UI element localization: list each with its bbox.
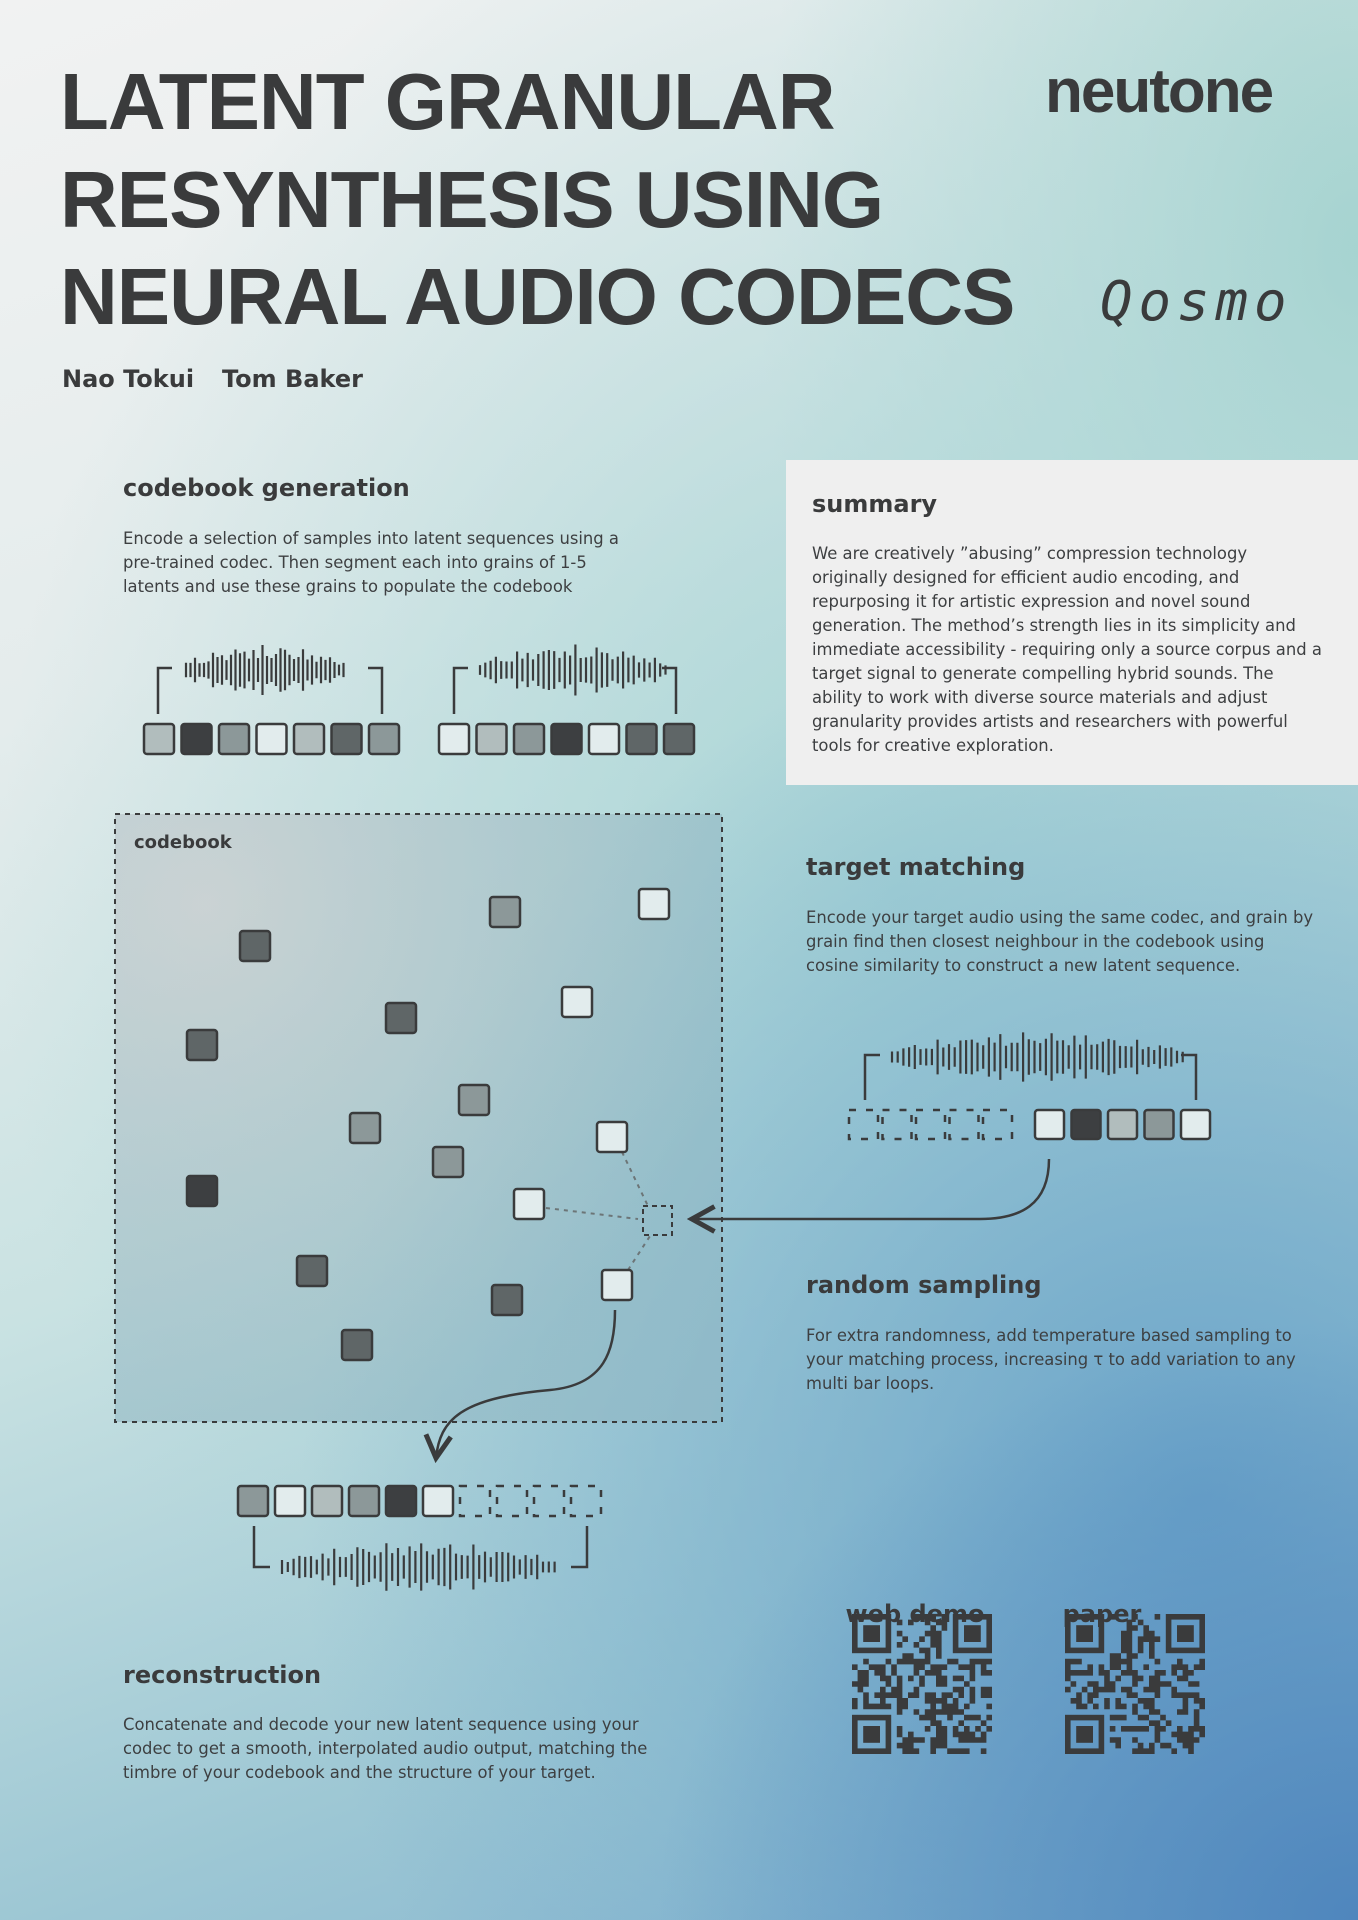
codebook-panel xyxy=(115,814,722,1422)
reconstruction-body: Concatenate and decode your new latent sequence using your codec to get a smooth, interpolated audio output, matching the timbre of your codebook and the structure of your target. xyxy=(123,1715,648,1782)
bracket-right-1 xyxy=(368,668,382,714)
codebook-grain xyxy=(492,1285,522,1315)
random-sampling-heading: random sampling xyxy=(806,1271,1042,1299)
codebook-grain xyxy=(562,987,592,1017)
bracket-left-target xyxy=(865,1055,880,1100)
paper-qr-finder-center xyxy=(1076,1726,1093,1743)
source-2-grain xyxy=(664,724,694,754)
source-2-grain xyxy=(477,724,507,754)
codebook-grain xyxy=(597,1122,627,1152)
paper-qr-finder-center xyxy=(1177,1625,1194,1642)
summary-body: We are creatively ”abusing” compression technology originally designed for efficient audio encoding, and repurposing it for artistic expression and novel sound generation. The method’s strength lies in its simplicity and immediate accessibility - requiring only a source corpus and a target signal to generate compelling hybrid sounds. The ability to work with diverse source materials and adjust granularity provides artists and researchers with powerful tools for creative exploration. xyxy=(812,544,1322,755)
codebook-grain xyxy=(187,1176,217,1206)
source-1-grain xyxy=(257,724,287,754)
title-line-3: NEURAL AUDIO CODECS xyxy=(60,252,1015,341)
codebook-grain xyxy=(459,1085,489,1115)
target-grain-pending xyxy=(950,1110,979,1139)
reconstruction-grain xyxy=(349,1486,379,1516)
reconstruction-grain xyxy=(386,1486,416,1516)
reconstruction-grain-pending xyxy=(460,1486,490,1516)
bracket-left-2 xyxy=(454,668,468,714)
summary-heading: summary xyxy=(812,490,938,518)
codebook-generation-heading: codebook generation xyxy=(123,474,410,502)
reconstruction-grain xyxy=(312,1486,342,1516)
source-2-grain xyxy=(552,724,582,754)
source-2-grain xyxy=(589,724,619,754)
source-1-grain xyxy=(294,724,324,754)
target-grain xyxy=(1035,1110,1064,1139)
title-line-2: RESYNTHESIS USING xyxy=(60,155,884,244)
source-waveform-1 xyxy=(186,645,344,695)
neutone-logo: neutone xyxy=(1045,57,1273,126)
codebook-grain xyxy=(433,1147,463,1177)
bracket-left-recon xyxy=(254,1526,270,1567)
target-grain xyxy=(1108,1110,1137,1139)
web-demo-label: web demo xyxy=(845,1600,985,1628)
target-grain xyxy=(1145,1110,1174,1139)
web-demo-qr-finder-center xyxy=(863,1726,880,1743)
reconstruction-grain-pending xyxy=(497,1486,527,1516)
source-1-grain xyxy=(144,724,174,754)
reconstruction-grain xyxy=(275,1486,305,1516)
target-grain-pending xyxy=(849,1110,878,1139)
target-grain xyxy=(1072,1110,1101,1139)
qosmo-logo: Qosmo xyxy=(1100,270,1293,333)
paper-label: paper xyxy=(1062,1600,1142,1628)
codebook-grain xyxy=(187,1030,217,1060)
reconstruction-waveform xyxy=(282,1543,555,1591)
source-2-grain xyxy=(514,724,544,754)
bracket-left-1 xyxy=(158,668,172,714)
bracket-right-2 xyxy=(662,668,676,714)
codebook-grain xyxy=(240,931,270,961)
target-grain-pending xyxy=(983,1110,1012,1139)
target-grain-pending xyxy=(916,1110,945,1139)
author-2: Tom Baker xyxy=(222,365,363,393)
codebook-grain xyxy=(639,889,669,919)
target-grain-pending xyxy=(883,1110,912,1139)
reconstruction-grain xyxy=(238,1486,268,1516)
source-1-grain xyxy=(369,724,399,754)
source-2-grain xyxy=(627,724,657,754)
random-sampling-body: For extra randomness, add temperature based sampling to your matching process, increasing τ to add variation to any multi bar loops. xyxy=(806,1326,1296,1393)
reconstruction-grain xyxy=(423,1486,453,1516)
target-grain xyxy=(1181,1110,1210,1139)
target-to-codebook-arrow xyxy=(692,1159,1049,1219)
target-matching-body: Encode your target audio using the same codec, and grain by grain find then closest neighbour in the codebook using cosine similarity to construct a new latent sequence. xyxy=(806,908,1314,975)
codebook-generation-body: Encode a selection of samples into latent sequences using a pre-trained codec. Then segment each into grains of 1-5 latents and use these grains to populate the codebook xyxy=(123,529,619,596)
target-waveform xyxy=(892,1032,1183,1081)
source-1-grain xyxy=(332,724,362,754)
source-waveform-2 xyxy=(480,644,666,695)
codebook-grain xyxy=(342,1330,372,1360)
title-line-1: LATENT GRANULAR xyxy=(60,57,835,146)
reconstruction-grain-pending xyxy=(534,1486,564,1516)
codebook-grain xyxy=(350,1113,380,1143)
target-matching-heading: target matching xyxy=(806,853,1026,881)
author-1: Nao Tokui xyxy=(62,365,195,393)
reconstruction-heading: reconstruction xyxy=(123,1661,322,1689)
reconstruction-grain-pending xyxy=(571,1486,601,1516)
codebook-grain xyxy=(490,897,520,927)
codebook-grain xyxy=(514,1189,544,1219)
codebook-grain xyxy=(297,1256,327,1286)
bracket-right-recon xyxy=(571,1526,587,1567)
source-1-grain xyxy=(219,724,249,754)
source-1-grain xyxy=(182,724,212,754)
source-2-grain xyxy=(439,724,469,754)
codebook-label: codebook xyxy=(134,832,232,853)
codebook-grain xyxy=(386,1003,416,1033)
codebook-grain xyxy=(602,1270,632,1300)
